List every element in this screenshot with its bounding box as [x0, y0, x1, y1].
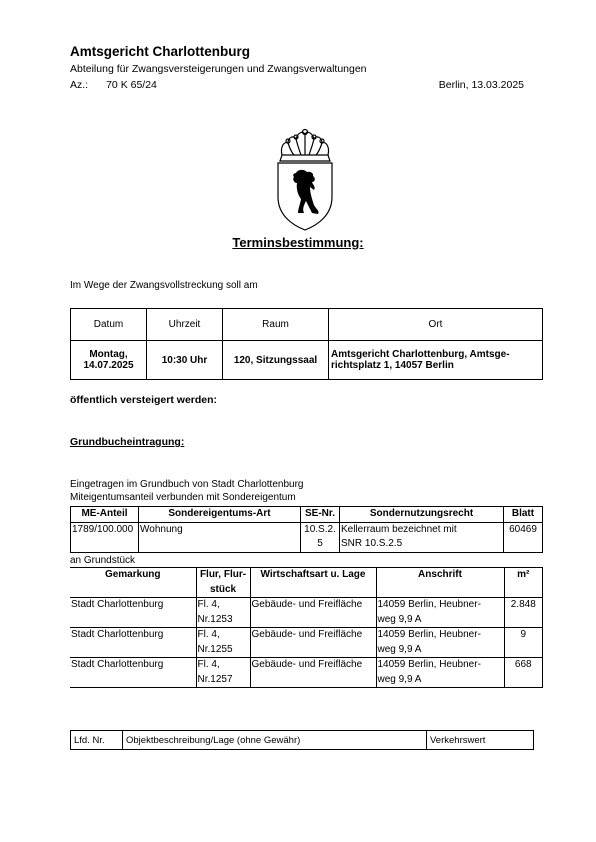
- wirtschaftsart: Gebäude- und Freifläche: [250, 658, 376, 688]
- termin-ort: Amtsgericht Charlottenburg, Amtsge- richtsplatz 1, 14057 Berlin: [329, 341, 543, 380]
- page-title: Terminsbestimmung:: [232, 235, 364, 250]
- wirtschaftsart: Gebäude- und Freifläche: [250, 628, 376, 658]
- header-wirtschaftsart: Wirtschaftsart u. Lage: [250, 568, 376, 598]
- header-me-anteil: ME-Anteil: [71, 507, 139, 523]
- grund-header-row: [70, 568, 543, 598]
- grundstueck-table: [70, 567, 543, 688]
- termin-table: [70, 308, 543, 380]
- termin-uhrzeit: 10:30 Uhr: [147, 341, 223, 380]
- eingetragen-text: Eingetragen im Grundbuch von Stadt Charlottenburg: [70, 479, 304, 490]
- termin-value-row: [71, 341, 543, 380]
- header-lfd-nr: Lfd. Nr.: [71, 731, 123, 750]
- anschrift: 14059 Berlin, Heubner- weg 9,9 A: [376, 658, 504, 688]
- blatt: 60469: [504, 522, 543, 552]
- header-ort: Ort: [329, 309, 543, 341]
- file-number: [70, 79, 157, 91]
- gemarkung: Stadt Charlottenburg: [70, 628, 196, 658]
- department: Abteilung für Zwangsversteigerungen und Zwangsverwaltungen: [70, 63, 367, 75]
- an-grundstueck-text: an Grundstück: [70, 555, 136, 566]
- anschrift: 14059 Berlin, Heubner- weg 9,9 A: [376, 628, 504, 658]
- termin-datum: Montag, 14.07.2025: [71, 341, 147, 380]
- flaeche: 668: [504, 658, 543, 688]
- table-row: [70, 658, 543, 688]
- se-nr: 10.S.2. 5: [301, 522, 340, 552]
- objekt-table: [70, 730, 534, 750]
- table-row: [71, 522, 543, 552]
- flur: Fl. 4, Nr.1257: [196, 658, 250, 688]
- table-row: [70, 628, 543, 658]
- header-gemarkung: Gemarkung: [70, 568, 196, 598]
- se-art: Wohnung: [139, 522, 301, 552]
- objekt-header-row: [71, 731, 534, 750]
- header-snr: Sondernutzungsrecht: [340, 507, 504, 523]
- versteigert-text: öffentlich versteigert werden:: [70, 394, 218, 406]
- snr: Kellerraum bezeichnet mit SNR 10.S.2.5: [340, 522, 504, 552]
- court-name: Amtsgericht Charlottenburg: [70, 44, 251, 59]
- termin-raum: 120, Sitzungssaal: [223, 341, 329, 380]
- header-blatt: Blatt: [504, 507, 543, 523]
- header-se-art: Sondereigentums-Art: [139, 507, 301, 523]
- gemarkung: Stadt Charlottenburg: [70, 598, 196, 628]
- intro-text: Im Wege der Zwangsvollstreckung soll am: [70, 280, 258, 291]
- header-flaeche: m²: [504, 568, 543, 598]
- header-se-nr: SE-Nr.: [301, 507, 340, 523]
- me-header-row: [71, 507, 543, 523]
- anschrift: 14059 Berlin, Heubner- weg 9,9 A: [376, 598, 504, 628]
- wirtschaftsart: Gebäude- und Freifläche: [250, 598, 376, 628]
- miteigentum-text: Miteigentumsanteil verbunden mit Sondereigentum: [70, 492, 296, 503]
- grundbuch-heading: Grundbucheintragung:: [70, 436, 185, 448]
- header-flur: Flur, Flur- stück: [196, 568, 250, 598]
- table-row: [70, 598, 543, 628]
- flur: Fl. 4, Nr.1255: [196, 628, 250, 658]
- gemarkung: Stadt Charlottenburg: [70, 658, 196, 688]
- place-date: Berlin, 13.03.2025: [438, 79, 524, 91]
- header-verkehrswert: Verkehrswert: [427, 731, 534, 750]
- miteigentum-table: [70, 506, 543, 553]
- header-anschrift: Anschrift: [376, 568, 504, 598]
- flur: Fl. 4, Nr.1253: [196, 598, 250, 628]
- header-objektbeschreibung: Objektbeschreibung/Lage (ohne Gewähr): [123, 731, 427, 750]
- berlin-crest-icon: [274, 127, 336, 231]
- header-raum: Raum: [223, 309, 329, 341]
- flaeche: 2.848: [504, 598, 543, 628]
- header-uhrzeit: Uhrzeit: [147, 309, 223, 341]
- flaeche: 9: [504, 628, 543, 658]
- az-label: Az.:: [70, 79, 89, 91]
- az-number: 70 K 65/24: [106, 79, 157, 91]
- me-anteil: 1789/100.000: [71, 522, 139, 552]
- header-datum: Datum: [71, 309, 147, 341]
- termin-header-row: [71, 309, 543, 341]
